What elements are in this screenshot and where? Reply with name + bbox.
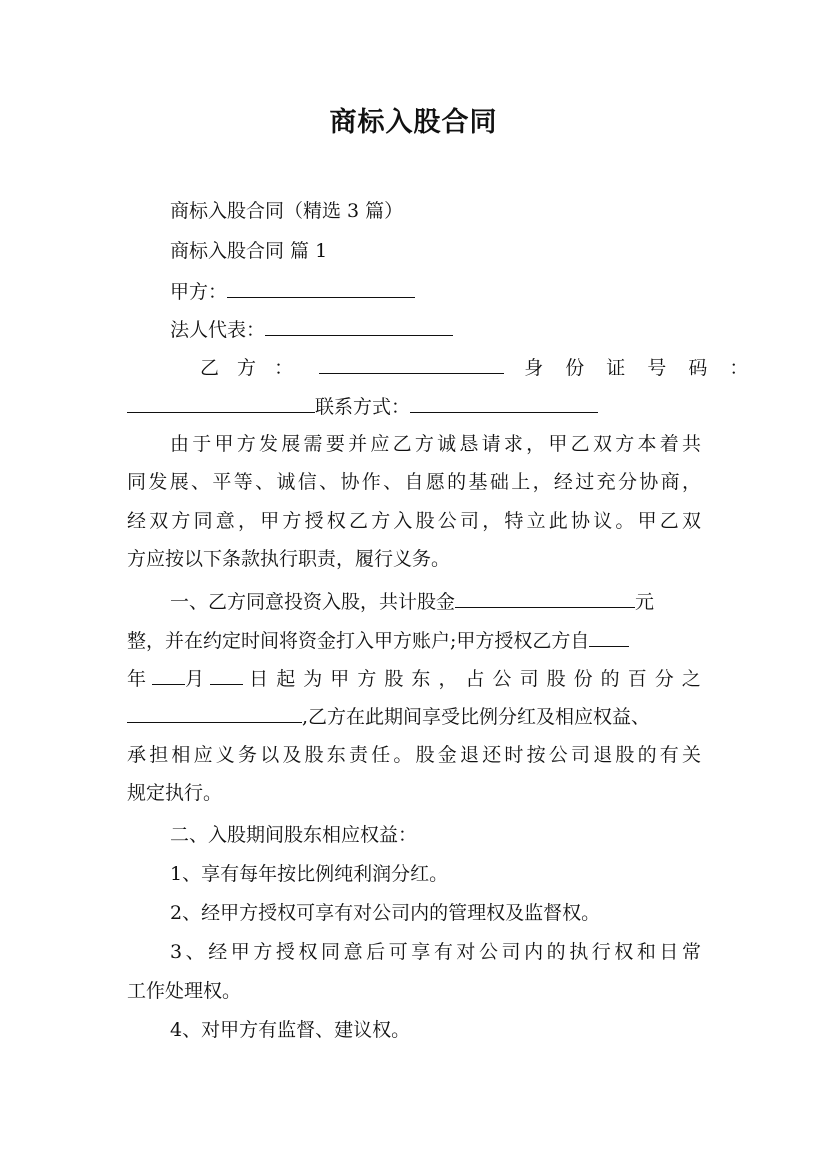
clause1-line-2 [127, 628, 701, 653]
intro-line-1: 由于甲方发展需要并应乙方诚恳请求，甲乙双方本着共 [170, 433, 701, 455]
id-number-blank [127, 394, 315, 413]
intro-line-3: 经双方同意，甲方授权乙方入股公司，特立此协议。甲乙双 [127, 510, 701, 532]
id-label: 身 份 证 号 码 ： [524, 357, 757, 379]
clause1-line-1 [170, 589, 701, 614]
intro-line-2: 同发展、平等、诚信、协作、自愿的基础上，经过充分协商， [127, 471, 701, 493]
clause2-heading: 二、入股期间股东相应权益： [170, 824, 418, 846]
id-contact-line [127, 394, 701, 419]
document-title: 商标入股合同 [329, 107, 498, 138]
day-blank [210, 666, 243, 685]
clause1-text-c: 整，并在约定时间将资金打入甲方账户;甲方授权乙方自 [127, 630, 590, 652]
clause2-item-4: 4、对甲方有监督、建议权。 [170, 1019, 411, 1041]
month-label: 月 [185, 668, 205, 690]
clause1-line-4 [127, 704, 701, 729]
month-blank [152, 666, 185, 685]
clause2-item-1: 1、享有每年按比例纯利润分红。 [170, 863, 449, 885]
legal-rep-line [170, 317, 701, 342]
clause1-line-6: 规定执行。 [127, 782, 223, 804]
section-heading: 商标入股合同 篇 1 [170, 240, 328, 262]
clause2-item-3-cont: 工作处理权。 [127, 980, 242, 1002]
document-subtitle: 商标入股合同（精选 3 篇） [170, 200, 404, 222]
percentage-blank [127, 704, 302, 723]
clause1-text-a: 一、乙方同意投资入股，共计股金 [170, 591, 456, 613]
clause1-text-e: ,乙方在此期间享受比例分红及相应权益、 [302, 706, 651, 728]
party-b-label: 乙 方 ： [200, 357, 300, 379]
clause2-item-3: 3、经甲方授权同意后可享有对公司内的执行权和日常 [170, 941, 701, 963]
year-label: 年 [127, 668, 147, 690]
share-amount-blank [455, 589, 635, 608]
party-b-blank [319, 355, 504, 374]
clause1-line-3 [127, 666, 701, 691]
clause2-item-2: 2、经甲方授权可享有对公司内的管理权及监督权。 [170, 902, 601, 924]
year-blank [589, 628, 629, 647]
party-a-line [170, 279, 701, 304]
party-b-line [200, 355, 757, 380]
contact-blank [410, 394, 598, 413]
clause1-text-b: 元 [635, 591, 655, 613]
clause1-line-5: 承担相应义务以及股东责任。股金退还时按公司退股的有关 [127, 744, 701, 766]
party-a-blank [227, 279, 415, 298]
legal-rep-blank [265, 317, 453, 336]
party-a-label: 甲方： [170, 281, 228, 303]
clause1-text-d: 日 起 为 甲 方 股 东 ， 占 公 司 股 份 的 百 分 之 [249, 668, 702, 690]
contact-label: 联系方式： [315, 396, 411, 418]
intro-line-4: 方应按以下条款执行职责，履行义务。 [127, 548, 451, 570]
legal-rep-label: 法人代表： [170, 319, 266, 341]
